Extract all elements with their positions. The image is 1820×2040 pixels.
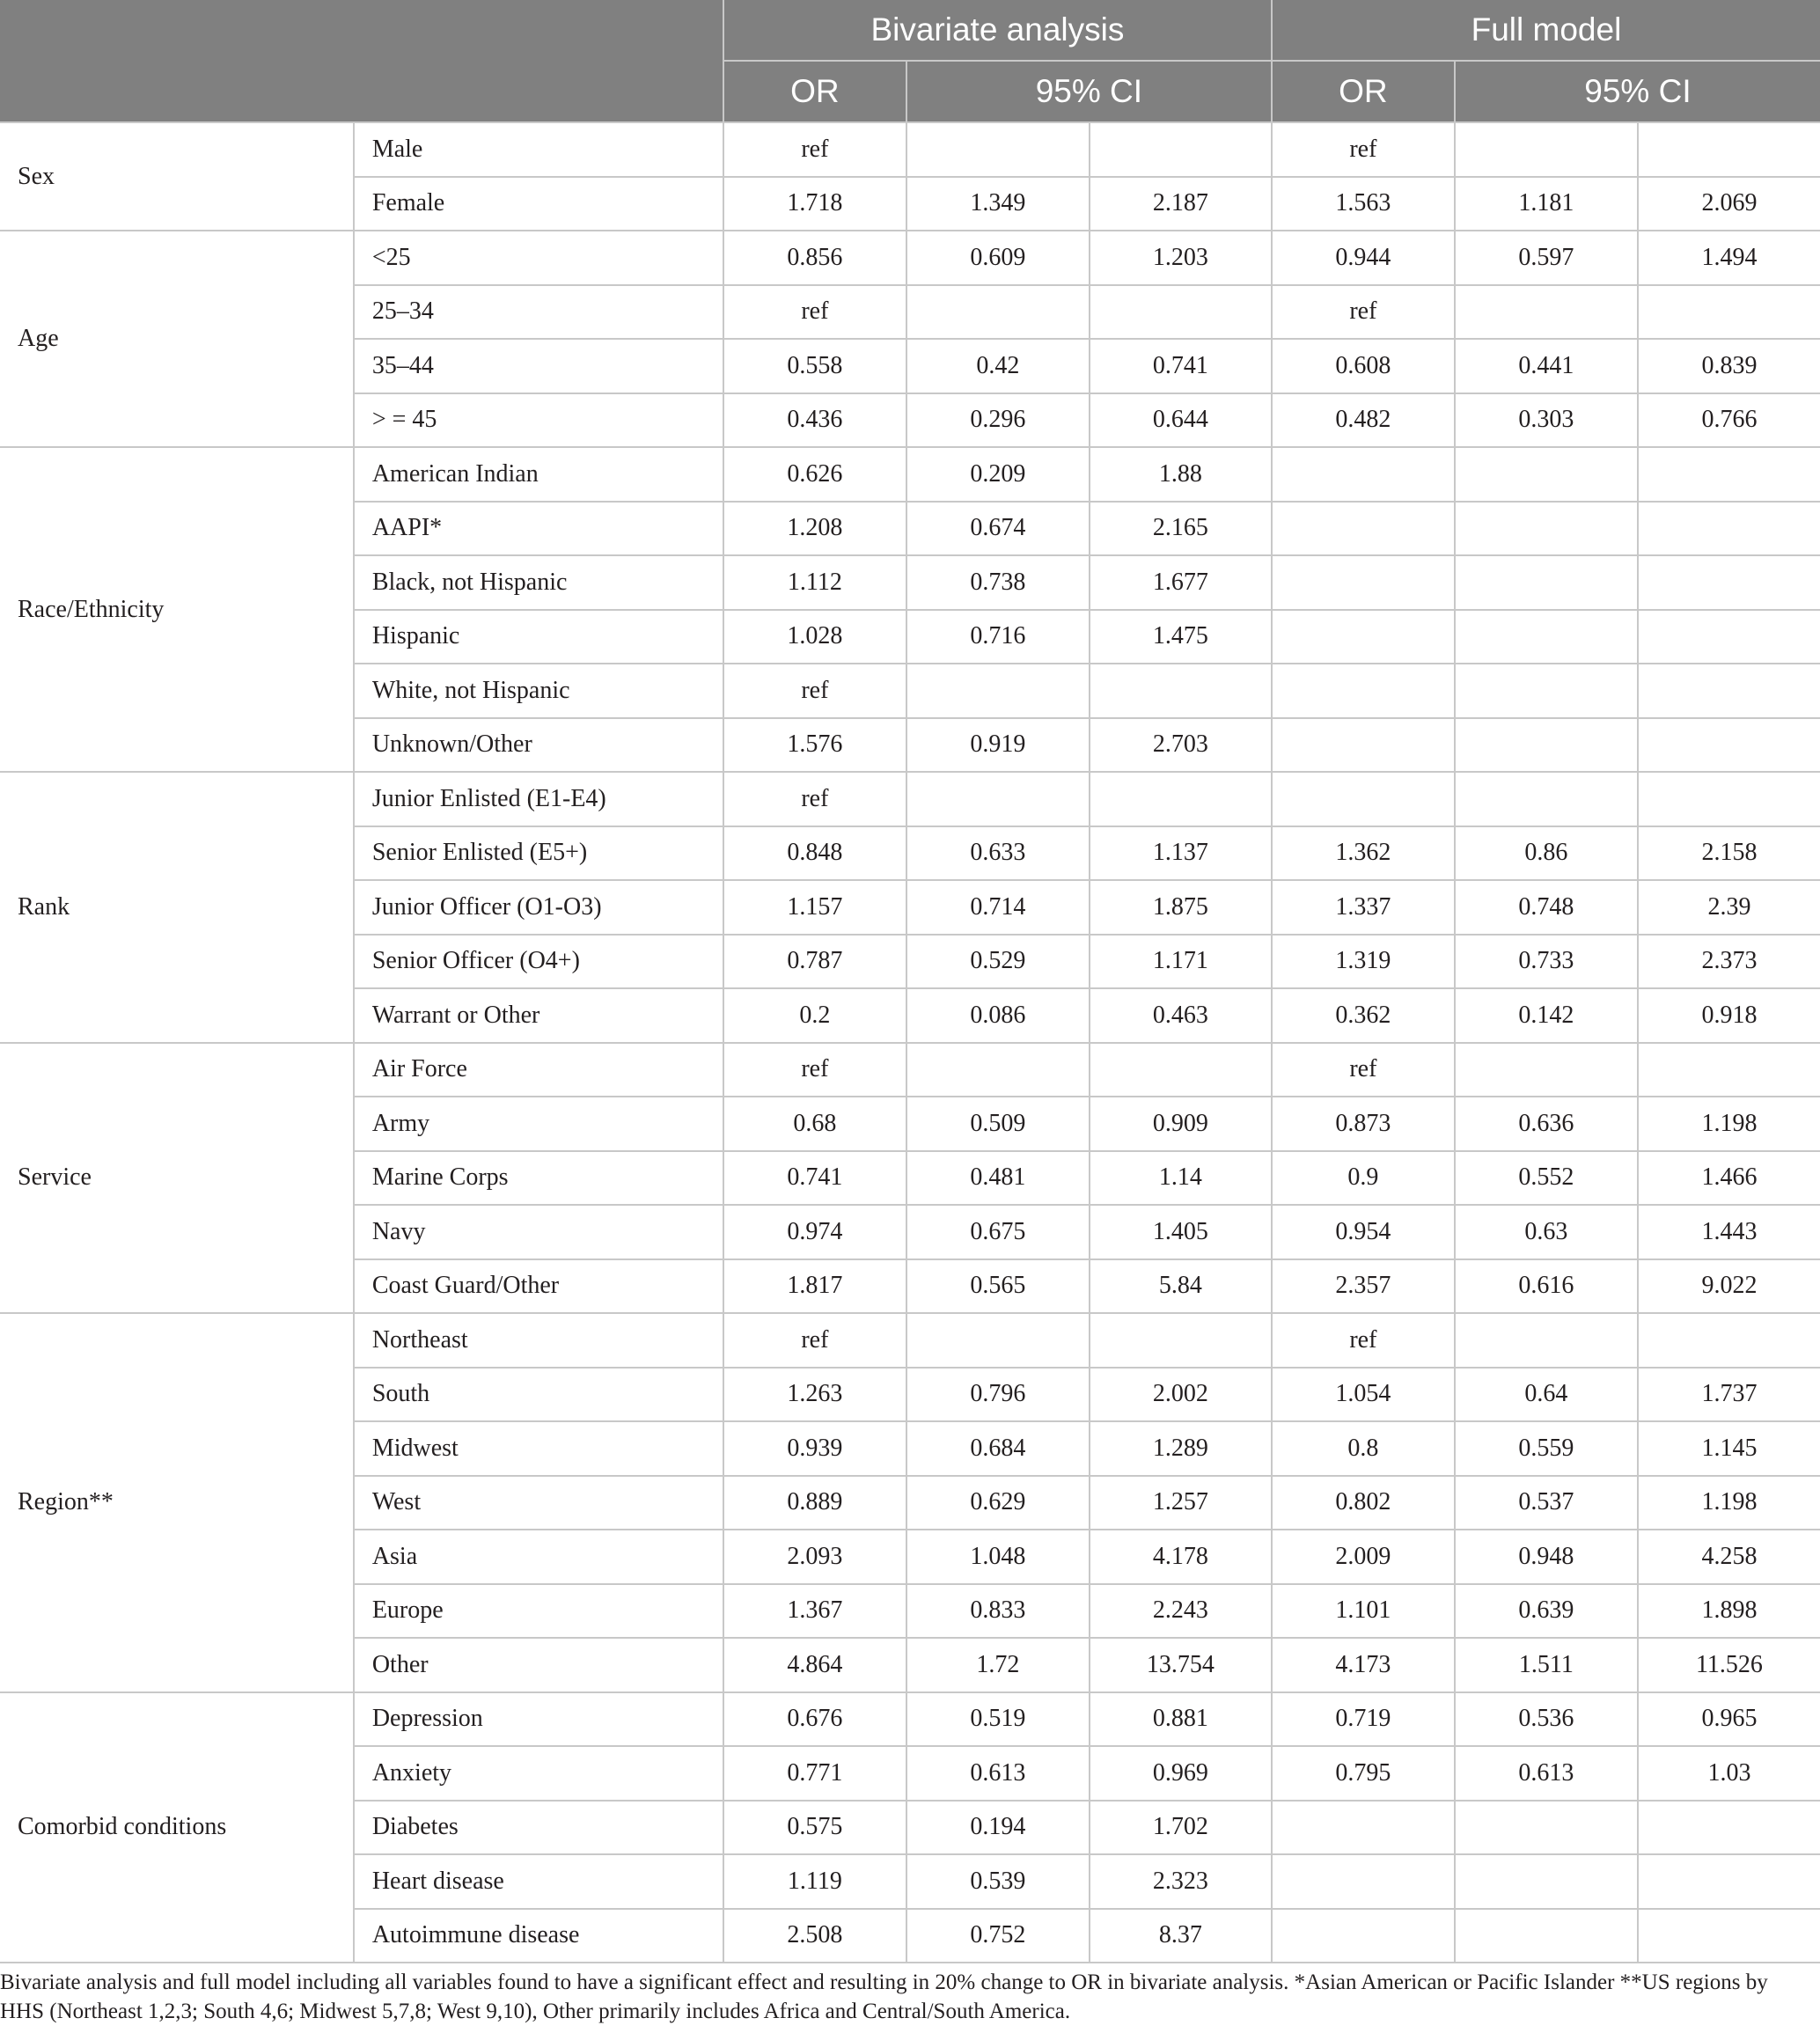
bivariate-or-cell: 0.848 (723, 826, 906, 881)
bivariate-or-cell: 1.718 (723, 177, 906, 231)
bivariate-ci-lower-cell (906, 1043, 1090, 1097)
bivariate-or-cell: 0.974 (723, 1205, 906, 1259)
bivariate-ci-lower-cell: 0.519 (906, 1692, 1090, 1747)
full-or-cell: ref (1272, 1313, 1455, 1368)
full-ci-upper-cell (1638, 772, 1820, 826)
full-ci-upper-cell (1638, 664, 1820, 718)
full-ci-upper-cell: 2.069 (1638, 177, 1820, 231)
bivariate-ci-upper-cell: 1.257 (1090, 1476, 1272, 1530)
bivariate-ci-lower-cell: 0.42 (906, 339, 1090, 393)
bivariate-ci-upper-cell: 2.002 (1090, 1368, 1272, 1422)
bivariate-or-cell: ref (723, 122, 906, 177)
level-cell: 35–44 (354, 339, 723, 393)
full-ci-upper-cell: 1.03 (1638, 1746, 1820, 1801)
bivariate-or-cell: 0.676 (723, 1692, 906, 1747)
level-cell: Navy (354, 1205, 723, 1259)
full-or-cell (1272, 772, 1455, 826)
category-cell: Region** (0, 1313, 354, 1692)
full-or-cell: 0.482 (1272, 393, 1455, 448)
full-or-cell: 0.9 (1272, 1151, 1455, 1206)
full-or-cell: 0.944 (1272, 231, 1455, 285)
bivariate-or-cell: ref (723, 1043, 906, 1097)
table-row (0, 231, 1820, 285)
full-or-cell: ref (1272, 285, 1455, 340)
level-cell: American Indian (354, 447, 723, 502)
bivariate-ci-upper-cell: 1.203 (1090, 231, 1272, 285)
bivariate-or-cell: 0.626 (723, 447, 906, 502)
level-cell: Army (354, 1097, 723, 1151)
bivariate-ci-lower-cell: 1.72 (906, 1638, 1090, 1692)
full-or-cell (1272, 447, 1455, 502)
bivariate-or-cell: 1.817 (723, 1259, 906, 1314)
full-or-cell: 0.873 (1272, 1097, 1455, 1151)
bivariate-or-cell: 1.576 (723, 718, 906, 773)
level-cell: Autoimmune disease (354, 1909, 723, 1963)
full-ci-lower-cell (1455, 1043, 1638, 1097)
full-or-cell: 2.357 (1272, 1259, 1455, 1314)
bivariate-ci-upper-cell: 2.165 (1090, 502, 1272, 556)
table-footnote: Bivariate analysis and full model including all variables found to have a significant effect and resulting in 20% change to OR in bivariate analysis. *Asian American or Pacific Islander **US regions by HHS (Northeast 1,2,3; South 4,6; Midwest 5,7,8; West 9,10), Other primarily includes Africa and Central/South America. (0, 1970, 1768, 2023)
full-ci-lower-cell: 0.303 (1455, 393, 1638, 448)
full-ci-lower-cell: 0.948 (1455, 1530, 1638, 1584)
table-row (0, 1313, 1820, 1368)
bivariate-ci-upper-cell: 1.14 (1090, 1151, 1272, 1206)
bivariate-ci-lower-cell: 0.629 (906, 1476, 1090, 1530)
full-ci-upper-cell (1638, 1854, 1820, 1909)
full-ci-lower-cell (1455, 772, 1638, 826)
level-cell: AAPI* (354, 502, 723, 556)
full-or-cell (1272, 610, 1455, 664)
bivariate-or-cell: 1.112 (723, 555, 906, 610)
bivariate-ci-lower-cell: 0.296 (906, 393, 1090, 448)
level-cell: > = 45 (354, 393, 723, 448)
full-ci-upper-cell: 1.198 (1638, 1097, 1820, 1151)
bivariate-or-cell: 0.787 (723, 935, 906, 989)
bivariate-ci-lower-cell: 0.684 (906, 1421, 1090, 1476)
bivariate-ci-lower-cell (906, 772, 1090, 826)
bivariate-ci-lower-cell: 0.633 (906, 826, 1090, 881)
full-ci-upper-cell: 0.918 (1638, 988, 1820, 1043)
category-cell: Rank (0, 772, 354, 1043)
bivariate-ci-upper-cell (1090, 122, 1272, 177)
header-full-or: OR (1272, 61, 1455, 122)
level-cell: Unknown/Other (354, 718, 723, 773)
bivariate-ci-upper-cell: 0.909 (1090, 1097, 1272, 1151)
bivariate-or-cell: 0.68 (723, 1097, 906, 1151)
full-or-cell: ref (1272, 122, 1455, 177)
category-cell: Sex (0, 122, 354, 231)
full-or-cell (1272, 718, 1455, 773)
full-ci-lower-cell: 0.552 (1455, 1151, 1638, 1206)
full-ci-lower-cell: 0.748 (1455, 880, 1638, 935)
full-ci-upper-cell (1638, 1909, 1820, 1963)
full-or-cell (1272, 1909, 1455, 1963)
bivariate-ci-lower-cell: 0.539 (906, 1854, 1090, 1909)
table-row (0, 122, 1820, 177)
full-or-cell: 4.173 (1272, 1638, 1455, 1692)
level-cell: Heart disease (354, 1854, 723, 1909)
level-cell: Junior Enlisted (E1-E4) (354, 772, 723, 826)
bivariate-or-cell: 0.436 (723, 393, 906, 448)
full-ci-lower-cell: 0.597 (1455, 231, 1638, 285)
level-cell: South (354, 1368, 723, 1422)
level-cell: Northeast (354, 1313, 723, 1368)
bivariate-ci-upper-cell: 1.137 (1090, 826, 1272, 881)
bivariate-ci-upper-cell: 1.88 (1090, 447, 1272, 502)
full-ci-lower-cell (1455, 502, 1638, 556)
full-ci-lower-cell (1455, 1854, 1638, 1909)
bivariate-or-cell: 0.741 (723, 1151, 906, 1206)
full-ci-upper-cell (1638, 718, 1820, 773)
full-ci-lower-cell (1455, 555, 1638, 610)
level-cell: Male (354, 122, 723, 177)
bivariate-ci-lower-cell: 0.194 (906, 1801, 1090, 1855)
level-cell: Marine Corps (354, 1151, 723, 1206)
bivariate-ci-upper-cell: 0.881 (1090, 1692, 1272, 1747)
full-ci-lower-cell (1455, 1801, 1638, 1855)
category-cell: Age (0, 231, 354, 447)
full-ci-lower-cell (1455, 718, 1638, 773)
full-ci-lower-cell (1455, 1909, 1638, 1963)
table-row (0, 447, 1820, 502)
level-cell: Anxiety (354, 1746, 723, 1801)
full-ci-upper-cell: 1.145 (1638, 1421, 1820, 1476)
table-row (0, 772, 1820, 826)
full-ci-upper-cell: 1.466 (1638, 1151, 1820, 1206)
full-ci-upper-cell: 2.373 (1638, 935, 1820, 989)
level-cell: Senior Enlisted (E5+) (354, 826, 723, 881)
header-row-groups (0, 0, 1820, 61)
bivariate-ci-lower-cell (906, 664, 1090, 718)
bivariate-ci-lower-cell: 0.919 (906, 718, 1090, 773)
level-cell: Europe (354, 1584, 723, 1639)
full-ci-upper-cell: 0.766 (1638, 393, 1820, 448)
bivariate-ci-upper-cell: 0.644 (1090, 393, 1272, 448)
level-cell: West (354, 1476, 723, 1530)
bivariate-or-cell: ref (723, 772, 906, 826)
full-or-cell (1272, 1801, 1455, 1855)
bivariate-ci-lower-cell: 1.048 (906, 1530, 1090, 1584)
bivariate-or-cell: 0.558 (723, 339, 906, 393)
full-or-cell: 0.954 (1272, 1205, 1455, 1259)
full-ci-upper-cell: 0.965 (1638, 1692, 1820, 1747)
bivariate-ci-upper-cell: 1.702 (1090, 1801, 1272, 1855)
bivariate-ci-upper-cell: 1.289 (1090, 1421, 1272, 1476)
bivariate-or-cell: 0.2 (723, 988, 906, 1043)
bivariate-ci-upper-cell: 4.178 (1090, 1530, 1272, 1584)
full-ci-upper-cell (1638, 502, 1820, 556)
bivariate-ci-lower-cell: 0.509 (906, 1097, 1090, 1151)
bivariate-ci-upper-cell (1090, 664, 1272, 718)
full-ci-lower-cell: 0.639 (1455, 1584, 1638, 1639)
full-ci-lower-cell (1455, 610, 1638, 664)
bivariate-ci-lower-cell: 0.609 (906, 231, 1090, 285)
full-ci-upper-cell: 4.258 (1638, 1530, 1820, 1584)
full-or-cell (1272, 555, 1455, 610)
full-ci-lower-cell (1455, 122, 1638, 177)
bivariate-ci-lower-cell: 0.752 (906, 1909, 1090, 1963)
full-ci-lower-cell: 0.537 (1455, 1476, 1638, 1530)
bivariate-ci-upper-cell: 5.84 (1090, 1259, 1272, 1314)
bivariate-ci-lower-cell: 0.086 (906, 988, 1090, 1043)
full-or-cell: 0.795 (1272, 1746, 1455, 1801)
level-cell: 25–34 (354, 285, 723, 340)
full-ci-lower-cell (1455, 447, 1638, 502)
bivariate-ci-lower-cell (906, 285, 1090, 340)
bivariate-ci-lower-cell: 0.738 (906, 555, 1090, 610)
full-ci-lower-cell: 0.64 (1455, 1368, 1638, 1422)
bivariate-ci-upper-cell: 2.323 (1090, 1854, 1272, 1909)
full-ci-upper-cell (1638, 1801, 1820, 1855)
full-ci-upper-cell: 1.443 (1638, 1205, 1820, 1259)
level-cell: Air Force (354, 1043, 723, 1097)
bivariate-ci-upper-cell: 8.37 (1090, 1909, 1272, 1963)
level-cell: Female (354, 177, 723, 231)
bivariate-ci-lower-cell: 0.529 (906, 935, 1090, 989)
bivariate-ci-upper-cell: 0.741 (1090, 339, 1272, 393)
full-ci-lower-cell: 0.142 (1455, 988, 1638, 1043)
full-or-cell: 1.319 (1272, 935, 1455, 989)
level-cell: Senior Officer (O4+) (354, 935, 723, 989)
full-ci-lower-cell: 1.511 (1455, 1638, 1638, 1692)
bivariate-or-cell: 0.939 (723, 1421, 906, 1476)
header-blank-cell (0, 0, 723, 122)
bivariate-ci-lower-cell: 0.674 (906, 502, 1090, 556)
level-cell: Black, not Hispanic (354, 555, 723, 610)
table-body (0, 122, 1820, 1963)
bivariate-or-cell: 0.889 (723, 1476, 906, 1530)
level-cell: Asia (354, 1530, 723, 1584)
bivariate-or-cell: ref (723, 285, 906, 340)
full-or-cell: 0.8 (1272, 1421, 1455, 1476)
bivariate-ci-upper-cell: 0.969 (1090, 1746, 1272, 1801)
full-ci-upper-cell: 1.737 (1638, 1368, 1820, 1422)
bivariate-ci-upper-cell (1090, 1313, 1272, 1368)
bivariate-ci-lower-cell: 0.565 (906, 1259, 1090, 1314)
full-ci-upper-cell: 9.022 (1638, 1259, 1820, 1314)
bivariate-or-cell: 2.093 (723, 1530, 906, 1584)
bivariate-or-cell: ref (723, 1313, 906, 1368)
bivariate-ci-lower-cell: 0.714 (906, 880, 1090, 935)
full-ci-lower-cell (1455, 285, 1638, 340)
bivariate-ci-lower-cell: 0.481 (906, 1151, 1090, 1206)
level-cell: Warrant or Other (354, 988, 723, 1043)
header-full-ci: 95% CI (1455, 61, 1820, 122)
bivariate-ci-upper-cell: 1.405 (1090, 1205, 1272, 1259)
full-ci-upper-cell: 1.494 (1638, 231, 1820, 285)
full-ci-upper-cell: 2.158 (1638, 826, 1820, 881)
bivariate-ci-lower-cell: 0.209 (906, 447, 1090, 502)
full-ci-upper-cell: 1.198 (1638, 1476, 1820, 1530)
header-bivariate-analysis: Bivariate analysis (723, 0, 1272, 61)
full-ci-upper-cell (1638, 285, 1820, 340)
bivariate-or-cell: 1.119 (723, 1854, 906, 1909)
full-ci-upper-cell: 1.898 (1638, 1584, 1820, 1639)
level-cell: Depression (354, 1692, 723, 1747)
bivariate-ci-lower-cell: 0.796 (906, 1368, 1090, 1422)
full-or-cell: 0.362 (1272, 988, 1455, 1043)
bivariate-ci-lower-cell: 0.716 (906, 610, 1090, 664)
category-cell: Comorbid conditions (0, 1692, 354, 1963)
bivariate-or-cell: 1.263 (723, 1368, 906, 1422)
bivariate-ci-upper-cell: 1.475 (1090, 610, 1272, 664)
category-cell: Race/Ethnicity (0, 447, 354, 772)
full-ci-upper-cell (1638, 447, 1820, 502)
bivariate-ci-upper-cell: 1.171 (1090, 935, 1272, 989)
full-or-cell (1272, 502, 1455, 556)
full-ci-upper-cell: 11.526 (1638, 1638, 1820, 1692)
level-cell: Other (354, 1638, 723, 1692)
bivariate-ci-lower-cell: 1.349 (906, 177, 1090, 231)
full-or-cell: ref (1272, 1043, 1455, 1097)
table-row (0, 1692, 1820, 1747)
full-ci-lower-cell: 0.63 (1455, 1205, 1638, 1259)
bivariate-or-cell: 1.028 (723, 610, 906, 664)
full-or-cell (1272, 664, 1455, 718)
full-or-cell: 1.054 (1272, 1368, 1455, 1422)
bivariate-ci-upper-cell: 1.677 (1090, 555, 1272, 610)
level-cell: Midwest (354, 1421, 723, 1476)
level-cell: Coast Guard/Other (354, 1259, 723, 1314)
bivariate-or-cell: ref (723, 664, 906, 718)
full-ci-lower-cell: 0.536 (1455, 1692, 1638, 1747)
full-or-cell: 1.563 (1272, 177, 1455, 231)
bivariate-ci-upper-cell (1090, 1043, 1272, 1097)
header-bivariate-ci: 95% CI (906, 61, 1272, 122)
bivariate-ci-lower-cell (906, 122, 1090, 177)
bivariate-ci-lower-cell: 0.675 (906, 1205, 1090, 1259)
header-bivariate-or: OR (723, 61, 906, 122)
full-ci-lower-cell: 0.616 (1455, 1259, 1638, 1314)
bivariate-ci-lower-cell: 0.833 (906, 1584, 1090, 1639)
bivariate-ci-upper-cell: 2.243 (1090, 1584, 1272, 1639)
bivariate-or-cell: 1.208 (723, 502, 906, 556)
full-or-cell: 2.009 (1272, 1530, 1455, 1584)
bivariate-or-cell: 2.508 (723, 1909, 906, 1963)
full-or-cell: 0.608 (1272, 339, 1455, 393)
full-or-cell (1272, 1854, 1455, 1909)
level-cell: White, not Hispanic (354, 664, 723, 718)
full-ci-lower-cell: 0.441 (1455, 339, 1638, 393)
full-ci-upper-cell (1638, 555, 1820, 610)
bivariate-or-cell: 1.157 (723, 880, 906, 935)
level-cell: Diabetes (354, 1801, 723, 1855)
full-or-cell: 0.719 (1272, 1692, 1455, 1747)
full-ci-lower-cell: 0.559 (1455, 1421, 1638, 1476)
full-ci-lower-cell: 0.636 (1455, 1097, 1638, 1151)
full-ci-upper-cell (1638, 1043, 1820, 1097)
header-full-model: Full model (1272, 0, 1820, 61)
level-cell: Junior Officer (O1-O3) (354, 880, 723, 935)
bivariate-ci-upper-cell: 2.187 (1090, 177, 1272, 231)
category-cell: Service (0, 1043, 354, 1314)
bivariate-ci-lower-cell (906, 1313, 1090, 1368)
full-ci-upper-cell (1638, 122, 1820, 177)
bivariate-or-cell: 0.771 (723, 1746, 906, 1801)
full-or-cell: 1.362 (1272, 826, 1455, 881)
full-ci-upper-cell (1638, 610, 1820, 664)
bivariate-or-cell: 0.856 (723, 231, 906, 285)
bivariate-ci-upper-cell: 0.463 (1090, 988, 1272, 1043)
full-or-cell: 1.101 (1272, 1584, 1455, 1639)
full-ci-upper-cell: 0.839 (1638, 339, 1820, 393)
level-cell: Hispanic (354, 610, 723, 664)
bivariate-ci-upper-cell (1090, 285, 1272, 340)
full-ci-lower-cell: 0.613 (1455, 1746, 1638, 1801)
full-ci-lower-cell (1455, 1313, 1638, 1368)
level-cell: <25 (354, 231, 723, 285)
full-or-cell: 0.802 (1272, 1476, 1455, 1530)
bivariate-ci-upper-cell: 1.875 (1090, 880, 1272, 935)
full-or-cell: 1.337 (1272, 880, 1455, 935)
bivariate-ci-upper-cell: 13.754 (1090, 1638, 1272, 1692)
table-row (0, 1043, 1820, 1097)
full-ci-upper-cell (1638, 1313, 1820, 1368)
bivariate-or-cell: 1.367 (723, 1584, 906, 1639)
bivariate-ci-upper-cell: 2.703 (1090, 718, 1272, 773)
bivariate-or-cell: 4.864 (723, 1638, 906, 1692)
bivariate-ci-upper-cell (1090, 772, 1272, 826)
bivariate-or-cell: 0.575 (723, 1801, 906, 1855)
full-ci-lower-cell: 1.181 (1455, 177, 1638, 231)
full-ci-lower-cell: 0.733 (1455, 935, 1638, 989)
full-ci-lower-cell: 0.86 (1455, 826, 1638, 881)
bivariate-ci-lower-cell: 0.613 (906, 1746, 1090, 1801)
full-ci-upper-cell: 2.39 (1638, 880, 1820, 935)
full-ci-lower-cell (1455, 664, 1638, 718)
